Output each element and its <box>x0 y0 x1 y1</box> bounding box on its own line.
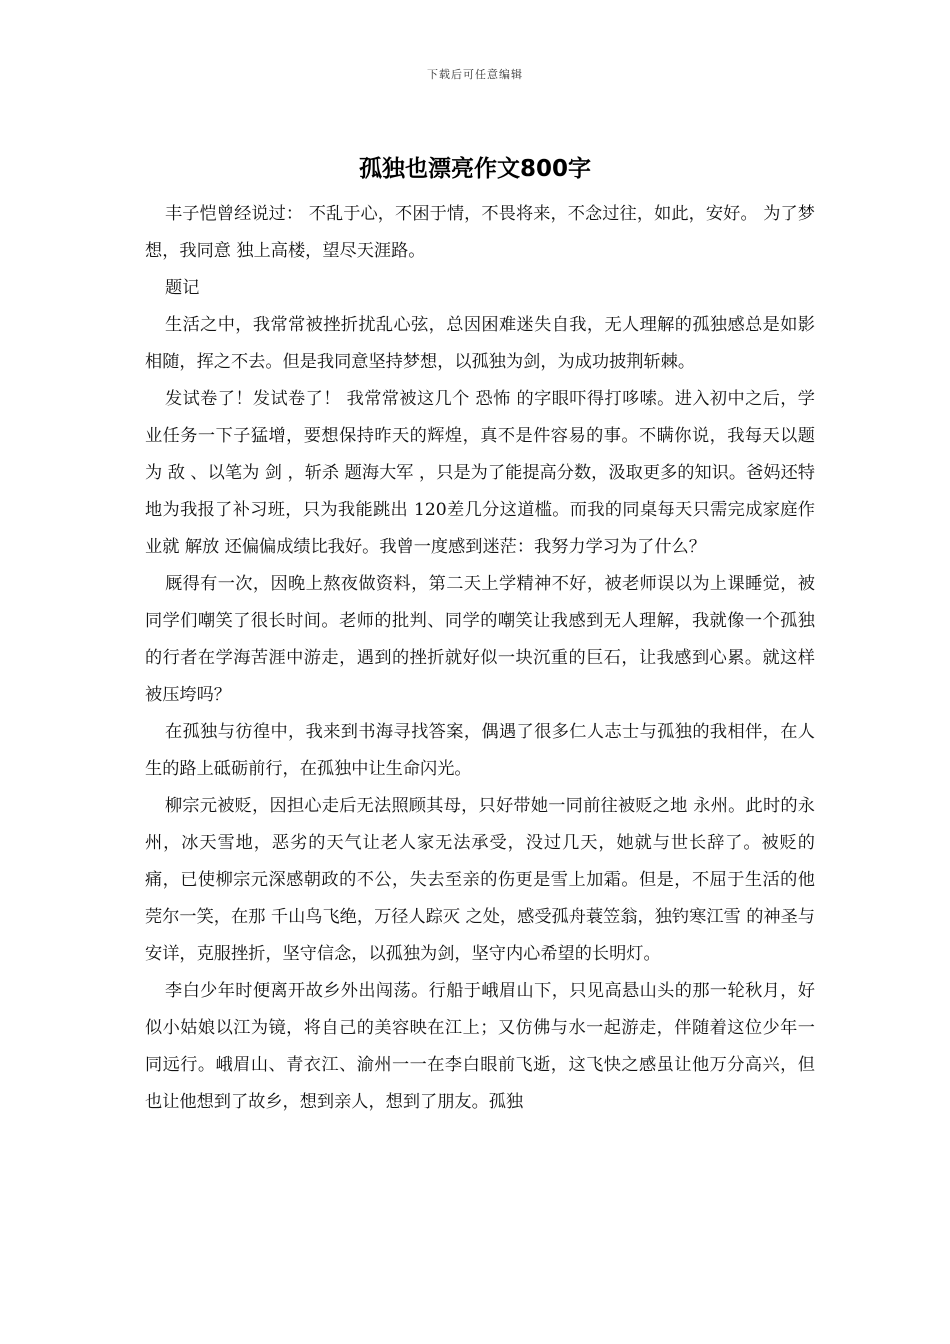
paragraph: 发试卷了！发试卷了！ 我常常被这几个 恐怖 的字眼吓得打哆嗦。进入初中之后，学业任务一下子猛增，要想保持昨天的辉煌，真不是件容易的事。不瞒你说，我每天以题为 敌 、以笔为 剑 ，斩杀 题海大军 ，只是为了能提高分数，汲取更多的知识。爸妈还特地为我报了补习班，只为我能跳出 120差几分这道槛。而我的同桌每天只需完成家庭作业就 解放 还偏偏成绩比我好。我曾一度感到迷茫：我努力学习为了什么？ <box>145 389 815 557</box>
paragraph: 柳宗元被贬，因担心走后无法照顾其母，只好带她一同前往被贬之地 永州。此时的永州，冰天雪地，恶劣的天气让老人家无法承受，没过几天，她就与世长辞了。被贬的痛，已使柳宗元深感朝政的不公，失去至亲的伤更是雪上加霜。但是，不屈于生活的他莞尔一笑，在那 千山鸟飞绝，万径人踪灭 之处，感受孤舟蓑笠翁，独钓寒江雪 的神圣与安详，克服挫折，坚守信念，以孤独为剑，坚守内心希望的长明灯。 <box>145 796 815 964</box>
document-body <box>145 196 815 1121</box>
paragraph: 在孤独与彷徨中，我来到书海寻找答案，偶遇了很多仁人志士与孤独的我相伴，在人生的路上砥砺前行，在孤独中让生命闪光。 <box>145 722 815 779</box>
paragraph: 丰子恺曾经说过： 不乱于心，不困于情，不畏将来，不念过往，如此，安好。 为了梦想，我同意 独上高楼，望尽天涯路。 <box>145 204 815 261</box>
paragraph: 题记 <box>165 278 200 298</box>
document-title: 孤独也漂亮作文800字 <box>358 156 591 182</box>
paragraph: 生活之中，我常常被挫折扰乱心弦，总因困难迷失自我，无人理解的孤独感总是如影相随，挥之不去。但是我同意坚持梦想，以孤独为剑，为成功披荆斩棘。 <box>145 315 815 372</box>
paragraph: 厩得有一次，因晚上熬夜做资料，第二天上学精神不好，被老师误以为上课睡觉，被同学们嘲笑了很长时间。老师的批判、同学的嘲笑让我感到无人理解，我就像一个孤独的行者在学海苦涯中游走，遇到的挫折就好似一块沉重的巨石，让我感到心累。就这样被压垮吗？ <box>145 574 815 705</box>
paragraph: 李白少年时便离开故乡外出闯荡。行船于峨眉山下，只见高悬山头的那一轮秋月，好似小姑娘以江为镜，将自己的美容映在江上；又仿佛与水一起游走，伴随着这位少年一同远行。峨眉山、青衣江、渝州一一在李白眼前飞逝，这飞快之感虽让他万分高兴，但也让他想到了故乡，想到亲人，想到了朋友。孤独 <box>145 981 815 1112</box>
header-note: 下载后可任意编辑 <box>427 68 523 81</box>
